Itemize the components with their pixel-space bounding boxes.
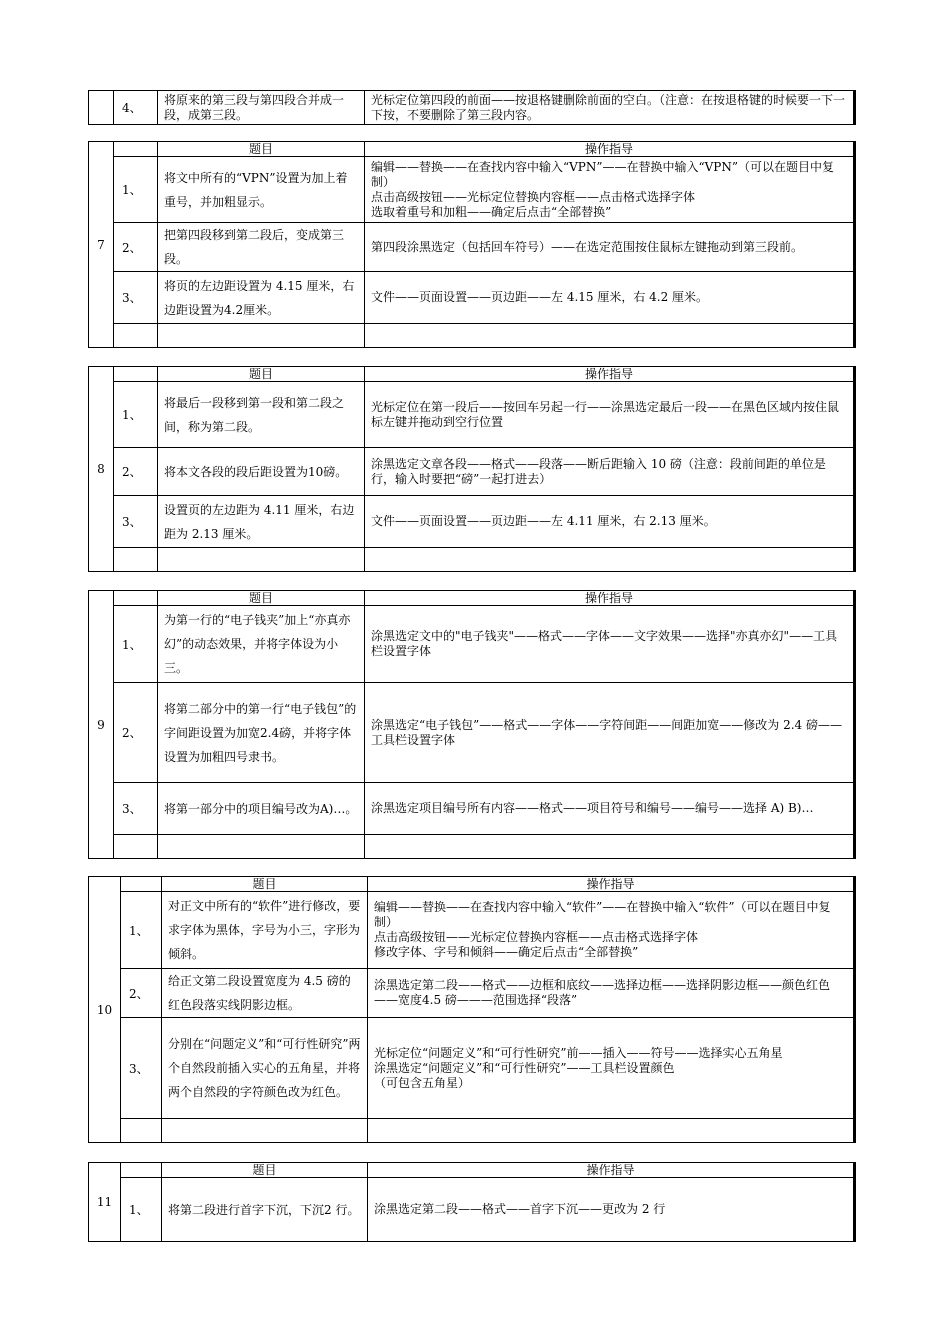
guide-text: 编辑——替换——在查找内容中输入“软件”——在替换中输入“软件”（可以在题目中复制） 点击高级按钮——光标定位替换内容框——点击格式选择字体 修改字体、字号和倾斜——确定后点击“全部替换” (368, 892, 855, 969)
header-task: 题目 (158, 591, 365, 606)
task-text: 将最后一段移到第一段和第二段之间，称为第二段。 (158, 382, 365, 448)
task-text: 把第四段移到第二段后，变成第三段。 (158, 223, 365, 272)
guide-text: 涂黑选定文章各段——格式——段落——断后距输入 10 磅（注意：段前间距的单位是行，输入时要把“磅”一起打进去） (365, 448, 855, 496)
sub-number: 3、 (114, 496, 158, 548)
guide-text: 光标定位“问题定义”和“可行性研究”前——插入——符号——选择实心五角星 涂黑选定“问题定义”和“可行性研究”——工具栏设置颜色 （可包含五角星） (368, 1018, 855, 1119)
task-text: 对正文中所有的“软件”进行修改，要求字体为黑体，字号为小三，字形为倾斜。 (162, 892, 368, 969)
guide-text: 涂黑选定文中的"电子钱夹"——格式——字体——文字效果——选择"亦真亦幻"——工具栏设置字体 (365, 606, 855, 683)
block-9 (88, 590, 856, 859)
header-task: 题目 (158, 142, 365, 157)
guide-text: 编辑——替换——在查找内容中输入“VPN”——在替换中输入“VPN”（可以在题目中复制） 点击高级按钮——光标定位替换内容框——点击格式选择字体 选取着重号和加粗——确定后点击“全部替换” (365, 157, 855, 223)
block-number: 8 (89, 367, 114, 572)
header-row (89, 142, 855, 157)
block-10 (88, 876, 856, 1143)
guide-text: 涂黑选定第二段——格式——边框和底纹——选择边框——选择阴影边框——颜色红色——宽度4.5 磅———范围选择“段落” (368, 969, 855, 1018)
task-text: 将页的左边距设置为 4.15 厘米，右边距设置为4.2厘米。 (158, 272, 365, 324)
sub-number: 2、 (121, 969, 162, 1018)
table-row (89, 548, 855, 572)
sub-number: 4、 (114, 91, 158, 125)
task-text: 将本文各段的段后距设置为10磅。 (158, 448, 365, 496)
guide-text: 第四段涂黑选定（包括回车符号）——在选定范围按住鼠标左键拖动到第三段前。 (365, 223, 855, 272)
sub-number: 2、 (114, 448, 158, 496)
task-text: 将原来的第三段与第四段合并成一段，成第三段。 (158, 91, 365, 125)
task-text: 给正文第二段设置宽度为 4.5 磅的红色段落实线阴影边框。 (162, 969, 368, 1018)
sub-number: 1、 (114, 157, 158, 223)
sub-number: 3、 (121, 1018, 162, 1119)
header-row (89, 1163, 855, 1178)
block-8 (88, 366, 856, 572)
table-row (89, 1178, 855, 1242)
table-row (89, 496, 855, 548)
table-row (89, 91, 855, 125)
block-11 (88, 1162, 856, 1242)
task-text: 将第二部分中的第一行“电子钱包”的字间距设置为加宽2.4磅，并将字体设置为加粗四号隶书。 (158, 683, 365, 783)
sub-number: 3、 (114, 783, 158, 835)
guide-text: 文件——页面设置——页边距——左 4.15 厘米，右 4.2 厘米。 (365, 272, 855, 324)
guide-text: 涂黑选定项目编号所有内容——格式——项目符号和编号——编号——选择 A) B)… (365, 783, 855, 835)
block-number: 11 (89, 1163, 121, 1242)
header-guide: 操作指导 (368, 877, 855, 892)
header-row (89, 877, 855, 892)
block-number (89, 91, 114, 125)
block-7 (88, 141, 856, 348)
table-row (89, 1119, 855, 1143)
sub-number: 1、 (121, 892, 162, 969)
header-guide: 操作指导 (368, 1163, 855, 1178)
sub-number: 3、 (114, 272, 158, 324)
table-row (89, 783, 855, 835)
table-row (89, 892, 855, 969)
table-row (89, 448, 855, 496)
table-row (89, 382, 855, 448)
guide-text: 光标定位在第一段后——按回车另起一行——涂黑选定最后一段——在黑色区域内按住鼠标左键并拖动到空行位置 (365, 382, 855, 448)
guide-text: 光标定位第四段的前面——按退格键删除前面的空白。（注意：在按退格键的时候要一下一下按，不要删除了第三段内容。 (365, 91, 855, 125)
guide-text: 涂黑选定“电子钱包”——格式——字体——字符间距——间距加宽——修改为 2.4 磅——工具栏设置字体 (365, 683, 855, 783)
task-text: 将文中所有的“VPN”设置为加上着重号，并加粗显示。 (158, 157, 365, 223)
task-text: 分别在“问题定义”和“可行性研究”两个自然段前插入实心的五角星，并将两个自然段的字符颜色改为红色。 (162, 1018, 368, 1119)
table-row (89, 835, 855, 859)
header-task: 题目 (158, 367, 365, 382)
header-task: 题目 (162, 877, 368, 892)
header-guide: 操作指导 (365, 142, 855, 157)
task-text: 为第一行的“电子钱夹”加上“亦真亦幻”的动态效果，并将字体设为小三。 (158, 606, 365, 683)
task-text: 将第二段进行首字下沉，下沉2 行。 (162, 1178, 368, 1242)
table-row (89, 157, 855, 223)
block-0 (88, 90, 856, 125)
task-text: 将第一部分中的项目编号改为A)…。 (158, 783, 365, 835)
block-number: 9 (89, 591, 114, 859)
block-number: 7 (89, 142, 114, 348)
sub-number: 1、 (121, 1178, 162, 1242)
table-row (89, 606, 855, 683)
header-row (89, 591, 855, 606)
header-guide: 操作指导 (365, 591, 855, 606)
sub-number: 2、 (114, 683, 158, 783)
sub-number: 2、 (114, 223, 158, 272)
header-guide: 操作指导 (365, 367, 855, 382)
header-task: 题目 (162, 1163, 368, 1178)
task-text: 设置页的左边距为 4.11 厘米，右边距为 2.13 厘米。 (158, 496, 365, 548)
header-row (89, 367, 855, 382)
table-row (89, 969, 855, 1018)
table-row (89, 272, 855, 324)
sub-number: 1、 (114, 606, 158, 683)
table-row (89, 223, 855, 272)
guide-text: 涂黑选定第二段——格式——首字下沉——更改为 2 行 (368, 1178, 855, 1242)
table-row (89, 683, 855, 783)
table-row (89, 324, 855, 348)
sub-number: 1、 (114, 382, 158, 448)
guide-text: 文件——页面设置——页边距——左 4.11 厘米，右 2.13 厘米。 (365, 496, 855, 548)
table-row (89, 1018, 855, 1119)
block-number: 10 (89, 877, 121, 1143)
